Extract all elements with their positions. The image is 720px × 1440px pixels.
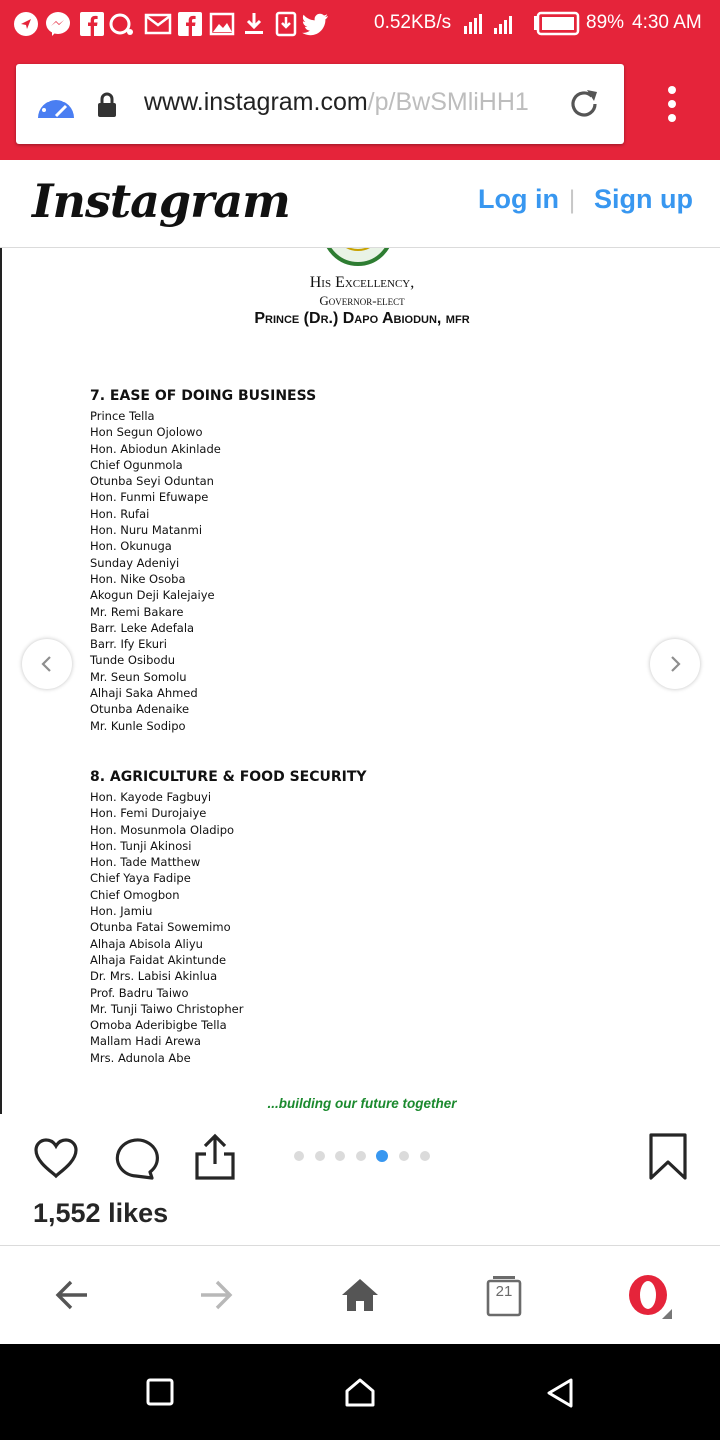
forward-arrow-icon[interactable]	[198, 1275, 234, 1315]
bookmark-icon[interactable]	[648, 1132, 688, 1182]
list-item: Mr. Kunle Sodipo	[90, 718, 186, 733]
name-list-business	[90, 408, 221, 734]
battery-level: 89%	[586, 12, 625, 33]
list-item: Chief Omogbon	[90, 887, 180, 902]
signal-icon	[462, 10, 524, 38]
chevron-left-icon	[37, 654, 57, 674]
list-item: Akogun Deji Kalejaiye	[90, 588, 215, 603]
list-item: Mr. Tunji Taiwo Christopher	[90, 1001, 244, 1016]
list-item: Hon. Jamiu	[90, 904, 153, 919]
list-item: Chief Yaya Fadipe	[90, 871, 191, 886]
status-bar	[0, 0, 720, 50]
url-host: www.instagram.com	[144, 88, 368, 116]
list-item: Mr. Remi Bakare	[90, 604, 184, 619]
list-item: Barr. Leke Adefala	[90, 620, 195, 635]
list-item: Mrs. Adunola Abe	[90, 1050, 191, 1065]
lock-icon	[96, 92, 118, 118]
notification-icon	[108, 10, 136, 38]
share-icon[interactable]	[192, 1132, 238, 1182]
list-item: Hon. Rufai	[90, 506, 150, 521]
login-link[interactable]: Log in	[478, 184, 559, 214]
back-arrow-icon[interactable]	[54, 1275, 90, 1315]
doc-header-name: Prince (Dr.) Dapo Abiodun, mfr	[254, 310, 470, 327]
carousel-dot	[335, 1151, 345, 1161]
carousel-dot	[294, 1151, 304, 1161]
carousel-dot	[420, 1151, 430, 1161]
android-nav-bar	[0, 1344, 720, 1440]
post-image[interactable]	[0, 248, 720, 1114]
header-separator: |	[568, 186, 577, 214]
download-box-icon	[272, 10, 300, 38]
list-item: Otunba Fatai Sowemimo	[90, 920, 231, 935]
list-item: Hon. Nike Osoba	[90, 571, 186, 586]
recents-square-icon[interactable]	[145, 1377, 175, 1407]
overflow-menu-icon[interactable]	[662, 84, 682, 124]
signup-link[interactable]: Sign up	[594, 184, 693, 214]
browser-bottom-bar	[0, 1247, 720, 1344]
list-item: Hon Segun Ojolowo	[90, 425, 203, 440]
facebook-icon-2	[176, 10, 204, 38]
twitter-icon	[302, 10, 330, 38]
list-item: Hon. Mosunmola Oladipo	[90, 822, 235, 837]
url-text[interactable]	[144, 88, 562, 117]
list-item: Alhaji Saka Ahmed	[90, 686, 198, 701]
instagram-header	[0, 160, 720, 248]
carousel-prev-button[interactable]	[22, 639, 72, 689]
gallery-icon	[208, 10, 236, 38]
list-item: Hon. Kayode Fagbuyi	[90, 790, 212, 804]
likes-count[interactable]: 1,552 likes	[33, 1198, 169, 1228]
list-item: Hon. Abiodun Akinlade	[90, 441, 221, 456]
section-title-business: 7. EASE OF DOING BUSINESS	[90, 388, 317, 404]
list-item: Mallam Hadi Arewa	[90, 1034, 201, 1049]
instagram-logo[interactable]: Instagram	[32, 174, 290, 228]
carousel-indicator	[294, 1146, 440, 1158]
tab-count: 21	[495, 1283, 513, 1300]
list-item: Sunday Adeniyi	[90, 555, 180, 570]
list-item: Tunde Osibodu	[90, 653, 176, 668]
list-item: Otunba Adenaike	[90, 702, 190, 717]
list-item: Prince Tella	[90, 409, 155, 423]
list-item: Hon. Okunuga	[90, 539, 172, 554]
list-item: Hon. Nuru Matanmi	[90, 523, 203, 538]
address-bar[interactable]	[16, 64, 624, 144]
url-path: /p/BwSMliHH1	[367, 88, 529, 116]
facebook-icon	[78, 10, 106, 38]
list-item: Hon. Tade Matthew	[90, 855, 201, 870]
list-item: Chief Ogunmola	[90, 457, 183, 472]
back-triangle-icon[interactable]	[545, 1377, 575, 1409]
name-list-agriculture	[90, 789, 243, 1066]
home-nav-icon[interactable]	[344, 1377, 376, 1409]
network-speed: 0.52KB/s	[374, 12, 452, 33]
tabs-button[interactable]	[486, 1275, 522, 1317]
list-item: Hon. Tunji Akinosi	[90, 838, 192, 853]
reload-icon[interactable]	[566, 86, 602, 122]
comment-icon[interactable]	[112, 1136, 160, 1182]
location-icon	[12, 10, 40, 38]
carousel-dot	[356, 1151, 366, 1161]
home-icon[interactable]	[340, 1275, 380, 1315]
download-icon	[240, 10, 268, 38]
list-item: Mr. Seun Somolu	[90, 669, 187, 684]
messenger-icon	[44, 10, 72, 38]
opera-menu-icon[interactable]	[626, 1273, 676, 1323]
state-seal-icon	[320, 248, 396, 268]
section-title-agriculture: 8. AGRICULTURE & FOOD SECURITY	[90, 769, 367, 785]
doc-header-title: His Excellency,	[309, 274, 415, 291]
gmail-icon	[144, 10, 172, 38]
list-item: Omoba Aderibigbe Tella	[90, 1018, 227, 1033]
carousel-dot	[315, 1151, 325, 1161]
carousel-next-button[interactable]	[650, 639, 700, 689]
browser-toolbar	[0, 50, 720, 160]
carousel-dot-active	[376, 1150, 388, 1162]
list-item: Hon. Funmi Efuwape	[90, 490, 209, 505]
doc-header-subtitle: Governor-elect	[319, 293, 405, 308]
clock: 4:30 AM	[632, 12, 702, 33]
post-action-bar	[0, 1114, 720, 1246]
list-item: Prof. Badru Taiwo	[90, 985, 189, 1000]
speed-dial-icon[interactable]	[36, 86, 76, 120]
carousel-dot	[399, 1151, 409, 1161]
list-item: Dr. Mrs. Labisi Akinlua	[90, 969, 218, 984]
battery-icon	[532, 10, 580, 38]
list-item: Otunba Seyi Oduntan	[90, 474, 214, 489]
list-item: Hon. Femi Durojaiye	[90, 806, 207, 821]
chevron-right-icon	[665, 654, 685, 674]
heart-icon[interactable]	[32, 1136, 80, 1180]
list-item: Alhaja Abisola Aliyu	[90, 936, 203, 951]
list-item: Barr. Ify Ekuri	[90, 637, 167, 652]
doc-footer-slogan: ...building our future together	[267, 1096, 457, 1111]
list-item: Alhaja Faidat Akintunde	[90, 952, 227, 967]
